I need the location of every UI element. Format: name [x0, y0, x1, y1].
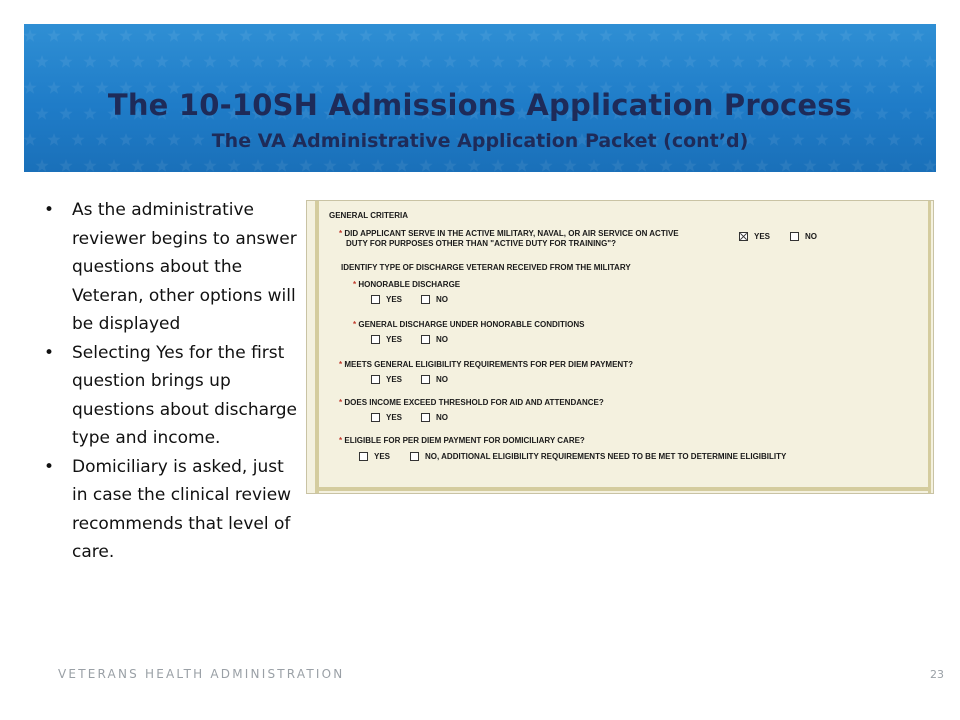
- bullet-item: • Selecting Yes for the first question brings up questions about discharge type and income.: [44, 339, 299, 453]
- q5-no-label: NO: [436, 413, 448, 422]
- bullet-item: • Domiciliary is asked, just in case the clinical review recommends that level of care.: [44, 453, 299, 567]
- form-border-bottom: [315, 487, 931, 491]
- q3-no-checkbox[interactable]: [421, 335, 430, 344]
- bullet-item: • As the administrative reviewer begins to answer questions about the Veteran, other options will be displayed: [44, 196, 299, 339]
- question-general-discharge: * GENERAL DISCHARGE UNDER HONORABLE CONDITIONS: [353, 320, 585, 329]
- question-honorable: * HONORABLE DISCHARGE: [353, 280, 461, 289]
- bullet-list: [44, 196, 299, 567]
- q2-yes-label: YES: [386, 295, 403, 304]
- q6-yes-label: YES: [374, 452, 391, 461]
- question-active-service: * DID APPLICANT SERVE IN THE ACTIVE MILITARY, NAVAL, OR AIR SERVICE ON ACTIVE: [339, 229, 679, 238]
- q2-no-label: NO: [436, 295, 448, 304]
- general-criteria-form-screenshot: [306, 200, 934, 494]
- footer-org-name: VETERANS HEALTH ADMINISTRATION: [58, 667, 345, 681]
- q6-yes-checkbox[interactable]: [359, 452, 368, 461]
- q5-yes-checkbox[interactable]: [371, 413, 380, 422]
- q3-no-label: NO: [436, 335, 448, 344]
- title-banner: [24, 24, 936, 172]
- slide-title: The 10-10SH Admissions Application Process: [107, 88, 853, 122]
- q6-no-label: NO, ADDITIONAL ELIGIBILITY REQUIREMENTS NEED TO BE MET TO DETERMINE ELIGIBILITY: [425, 452, 787, 461]
- q5-no-checkbox[interactable]: [421, 413, 430, 422]
- slide-subtitle: The VA Administrative Application Packet (cont’d): [211, 130, 749, 152]
- question-per-diem-eligibility: * MEETS GENERAL ELIGIBILITY REQUIREMENTS FOR PER DIEM PAYMENT?: [339, 360, 633, 369]
- q2-yes-checkbox[interactable]: [371, 295, 380, 304]
- q1-yes-label: YES: [754, 232, 771, 241]
- q4-yes-label: YES: [386, 375, 403, 384]
- section-title: GENERAL CRITERIA: [329, 211, 408, 220]
- q4-yes-checkbox[interactable]: [371, 375, 380, 384]
- question-income-threshold: * DOES INCOME EXCEED THRESHOLD FOR AID AND ATTENDANCE?: [339, 398, 604, 407]
- discharge-heading: IDENTIFY TYPE OF DISCHARGE VETERAN RECEIVED FROM THE MILITARY: [341, 263, 631, 272]
- required-marker: *: [339, 229, 343, 238]
- q1-no-label: NO: [805, 232, 817, 241]
- form-border-left: [315, 201, 319, 493]
- q5-yes-label: YES: [386, 413, 403, 422]
- q1-yes-checkbox[interactable]: [739, 232, 748, 241]
- q2-no-checkbox[interactable]: [421, 295, 430, 304]
- q3-yes-checkbox[interactable]: [371, 335, 380, 344]
- q6-no-checkbox[interactable]: [410, 452, 419, 461]
- q4-no-checkbox[interactable]: [421, 375, 430, 384]
- q4-no-label: NO: [436, 375, 448, 384]
- form-border-right: [928, 201, 931, 493]
- q3-yes-label: YES: [386, 335, 403, 344]
- q1-no-checkbox[interactable]: [790, 232, 799, 241]
- page-number: 23: [930, 668, 944, 681]
- question-active-service-line2: DUTY FOR PURPOSES OTHER THAN "ACTIVE DUTY FOR TRAINING"?: [346, 239, 616, 248]
- question-domiciliary: * ELIGIBLE FOR PER DIEM PAYMENT FOR DOMICILIARY CARE?: [339, 436, 585, 445]
